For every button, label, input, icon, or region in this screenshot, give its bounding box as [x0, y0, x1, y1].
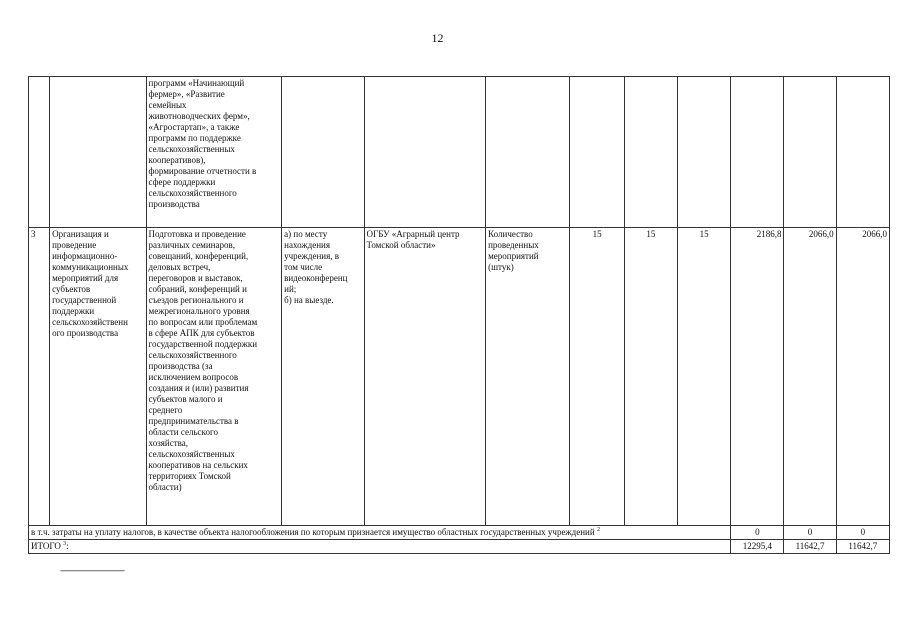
cell-indicator — [486, 77, 570, 228]
cell-name: Организация и проведение информационно- коммуникационных мероприятий для субъектов государственной поддержки сельскохозяйственн ого производства — [50, 228, 146, 526]
cell-value-3: 15 — [677, 228, 730, 526]
taxes-footnote-mark: 2 — [596, 527, 600, 533]
cell-name — [50, 77, 146, 228]
cell-indicator: Количество проведенных мероприятий (штук) — [486, 228, 570, 526]
cell-performer: ОГБУ «Аграрный центр Томской области» — [364, 228, 486, 526]
cell-finance-2 — [784, 77, 836, 228]
cell-finance-3: 0 — [836, 526, 889, 540]
cell-value-3 — [677, 77, 730, 228]
cell-value-1: 15 — [570, 228, 624, 526]
cell-finance-1: 2186,8 — [731, 228, 784, 526]
cell-performer — [364, 77, 486, 228]
total-label: ИТОГО — [31, 541, 61, 551]
cell-finance-1: 12295,4 — [731, 540, 784, 554]
page-number: 12 — [431, 31, 444, 45]
cell-number: 3 — [29, 228, 50, 526]
cell-finance-3 — [836, 77, 889, 228]
cell-form — [282, 77, 364, 228]
total-label-suffix: : — [66, 541, 69, 551]
cell-finance-3: 2066,0 — [836, 228, 889, 526]
cell-value-2 — [624, 77, 677, 228]
table-row-continuation — [29, 77, 890, 228]
cell-finance-2: 2066,0 — [784, 228, 836, 526]
cell-taxes-label — [29, 526, 731, 540]
cell-activity: Подготовка и проведение различных семинаров, совещаний, конференций, деловых встреч, переговоров и выставок, собраний, конференций и съездов регионального и межрегионального уровня по вопросам или проблемам в сфере АПК для субъектов государственной поддержки сельскохозяйственного производства (за исключением вопросов создания и (или) развития субъектов малого и среднего предпринимательства в области сельского хозяйства, сельскохозяйственных кооперативов на сельских территориях Томской области) — [146, 228, 282, 526]
footnote-separator: -------------------------------- — [60, 565, 124, 575]
table-row-item-3 — [29, 228, 890, 526]
taxes-label: в т.ч. затраты на уплату налогов, в качестве объекта налогообложения по которым признается имущество областных государственных учреждений — [31, 527, 595, 537]
cell-finance-2: 0 — [784, 526, 836, 540]
cell-value-2: 15 — [624, 228, 677, 526]
activities-table — [28, 76, 890, 554]
table-row-taxes — [29, 526, 890, 540]
cell-finance-1 — [731, 77, 784, 228]
cell-finance-2: 11642,7 — [784, 540, 836, 554]
cell-finance-1: 0 — [731, 526, 784, 540]
total-footnote-mark: 3 — [63, 541, 67, 547]
cell-finance-3: 11642,7 — [836, 540, 889, 554]
cell-value-1 — [570, 77, 624, 228]
cell-number — [29, 77, 50, 228]
cell-total-label — [29, 540, 731, 554]
cell-form: а) по месту нахождения учреждения, в том числе видеоконференц ий; б) на выезде. — [282, 228, 364, 526]
cell-activity: программ «Начинающий фермер», «Развитие семейных животноводческих ферм», «Агростартап», а также программ по поддержке сельскохозяйственных кооперативов), формирование отчетности в сфере поддержки сельскохозяйственного производства — [146, 77, 282, 228]
table-row-total — [29, 540, 890, 554]
